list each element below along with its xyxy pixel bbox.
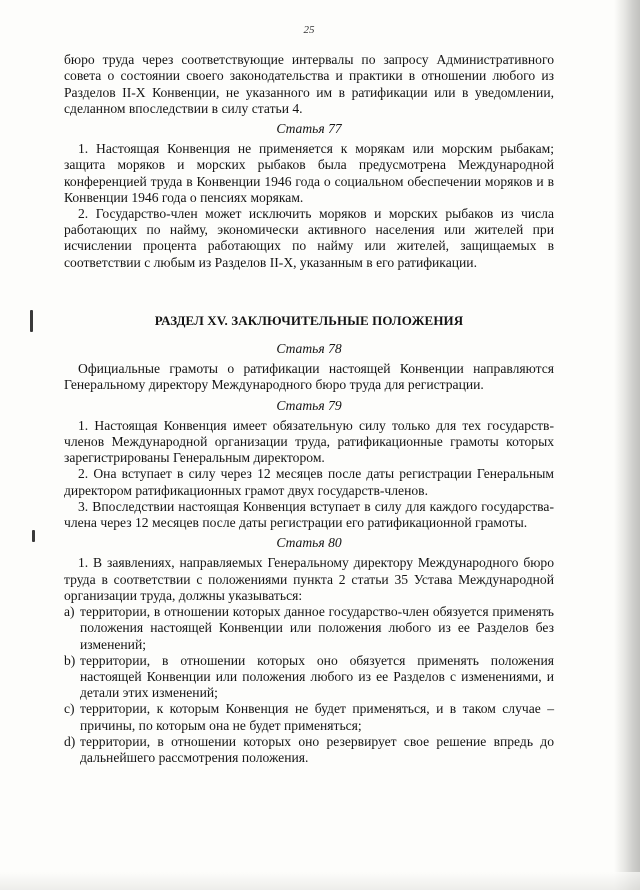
document-body	[64, 22, 554, 766]
list-item-text: территории, в отношении которых оно обязуется применять положения настоящей Конвенции или положения любого из ее Разделов с изменениями, и детали этих изменений;	[80, 652, 554, 701]
list-item-text: территории, в отношении которых оно резервирует свое решение впредь до дальнейшего рассмотрения положения.	[80, 733, 554, 765]
article-heading: Статья 77	[276, 121, 342, 137]
scan-artifact-mark	[32, 530, 35, 542]
paragraph: бюро труда через соответствующие интервалы по запросу Административного совета о состоянии своего законодательства и практики в отношении любого из Разделов II-X Конвенции, не указанного им в ратификации или в уведомлении, сделанном впоследствии в силу статьи 4.	[64, 52, 554, 116]
list-item	[64, 734, 554, 766]
list-item-text: территории, в отношении которых данное государство-член обязуется применять положения настоящей Конвенции или положения любого из ее Разделов без изменений;	[80, 604, 554, 652]
scan-shadow-right	[614, 0, 640, 890]
page-number: 25	[303, 24, 315, 36]
article-heading: Статья 78	[276, 341, 342, 357]
list-item-letter: c)	[64, 701, 75, 717]
article-heading: Статья 80	[276, 535, 342, 551]
section-heading: РАЗДЕЛ XV. ЗАКЛЮЧИТЕЛЬНЫЕ ПОЛОЖЕНИЯ	[154, 312, 464, 328]
list-item	[64, 653, 554, 702]
article-heading: Статья 79	[276, 397, 342, 413]
paragraph: Официальные грамоты о ратификации настоящей Конвенции направляются Генеральному директору Международного бюро труда для регистрации.	[64, 361, 554, 393]
scan-artifact-mark	[30, 310, 33, 332]
list-item-letter: a)	[64, 604, 75, 620]
list-item-text: территории, к которым Конвенция не будет применяться, и в таком случае – причины, по которым она не будет применяться;	[80, 701, 554, 733]
scan-shadow-bottom	[0, 872, 640, 890]
list-item-letter: b)	[64, 652, 76, 668]
paragraph: 1. Настоящая Конвенция имеет обязательную силу только для тех государств-членов Международной организации труда, ратификационные грамоты которых зарегистрированы Генеральным директором.	[64, 417, 554, 466]
paragraph: 2. Она вступает в силу через 12 месяцев после даты регистрации Генеральным директором ратификационных грамот двух государств-членов.	[64, 466, 554, 498]
paragraph: 1. Настоящая Конвенция не применяется к морякам или морским рыбакам; защита моряков и морских рыбаков была предусмотрена Международной конференцией труда в Конвенции 1946 года о социальном обеспечении моряков и в Конвенции 1946 года о пенсиях морякам.	[64, 141, 554, 205]
text-blocks	[64, 52, 554, 766]
list-item	[64, 701, 554, 733]
list-item	[64, 604, 554, 653]
paragraph: 2. Государство-член может исключить моряков и морских рыбаков из числа работающих по найму, экономически активного населения или жителей при исчислении процента работающих по найму или жителей, защищаемых в соответствии с любым из Разделов II-X, указанным в его ратификации.	[64, 206, 554, 270]
list-item-letter: d)	[64, 733, 76, 749]
paragraph: 3. Впоследствии настоящая Конвенция вступает в силу для каждого государства-члена через 12 месяцев после даты регистрации его ратификационной грамоты.	[64, 498, 554, 531]
paragraph: 1. В заявлениях, направляемых Генеральному директору Международного бюро труда в соответствии с положениями пункта 2 статьи 35 Устава Международной организации труда, должны указываться:	[64, 555, 554, 603]
